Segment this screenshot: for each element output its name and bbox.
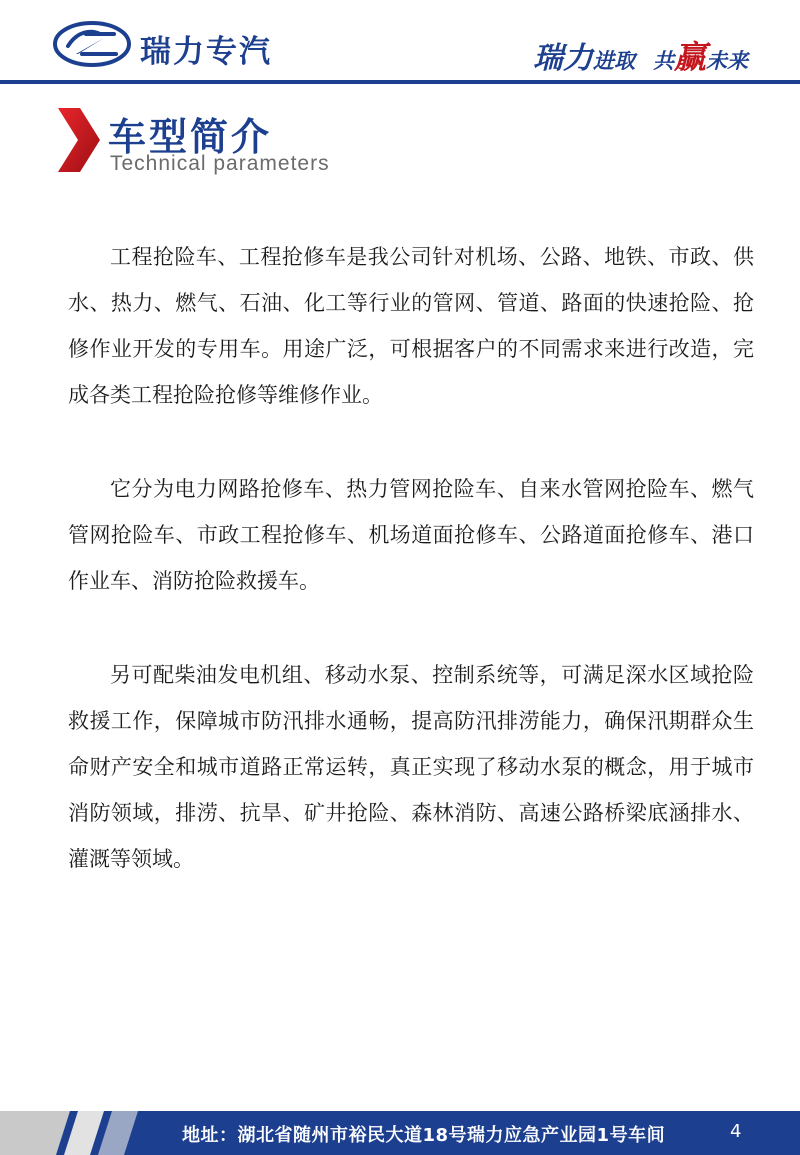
slogan-part2-a: 共 xyxy=(652,49,674,73)
header-slogan xyxy=(533,32,748,78)
paragraph-1: 工程抢险车、工程抢修车是我公司针对机场、公路、地铁、市政、供水、热力、燃气、石油、化工等行业的管网、管道、路面的快速抢险、抢修作业开发的专用车。用途广泛，可根据客户的不同需求来进行改造，完成各类工程抢险抢修等维修作业。 xyxy=(68,245,754,407)
paragraph-2: 它分为电力网路抢修车、热力管网抢险车、自来水管网抢险车、燃气管网抢险车、市政工程抢修车、机场道面抢修车、公路道面抢修车、港口作业车、消防抢险救援车。 xyxy=(68,477,754,593)
slogan-part2-b: 赢 xyxy=(673,38,706,76)
footer-address: 地址：湖北省随州市裕民大道18号瑞力应急产业园1号车间 xyxy=(182,1125,666,1146)
paragraph-3: 另可配柴油发电机组、移动水泵、控制系统等，可满足深水区域抢险救援工作，保障城市防汛排水通畅，提高防汛排涝能力，确保汛期群众生命财产安全和城市道路正常运转，真正实现了移动水泵的概念，用于城市消防领域，排涝、抗旱、矿井抢险、森林消防、高速公路桥梁底涵排水、灌溉等领域。 xyxy=(68,663,754,871)
ruili-logo-icon xyxy=(52,20,132,68)
slogan-part1-big: 瑞力 xyxy=(532,41,593,76)
red-chevron-icon xyxy=(56,108,100,172)
slogan-part2-c: 未来 xyxy=(706,49,748,73)
page-footer xyxy=(0,1111,800,1155)
section-title: 车型简介 xyxy=(108,115,273,159)
body-content xyxy=(68,234,754,930)
section-subtitle: Technical parameters xyxy=(110,152,330,175)
brand-name: 瑞力专汽 xyxy=(140,34,272,70)
page-header xyxy=(0,0,800,84)
header-divider xyxy=(0,80,800,84)
slogan-part1-small: 进取 xyxy=(592,49,635,73)
page-number: 4 xyxy=(730,1121,742,1142)
